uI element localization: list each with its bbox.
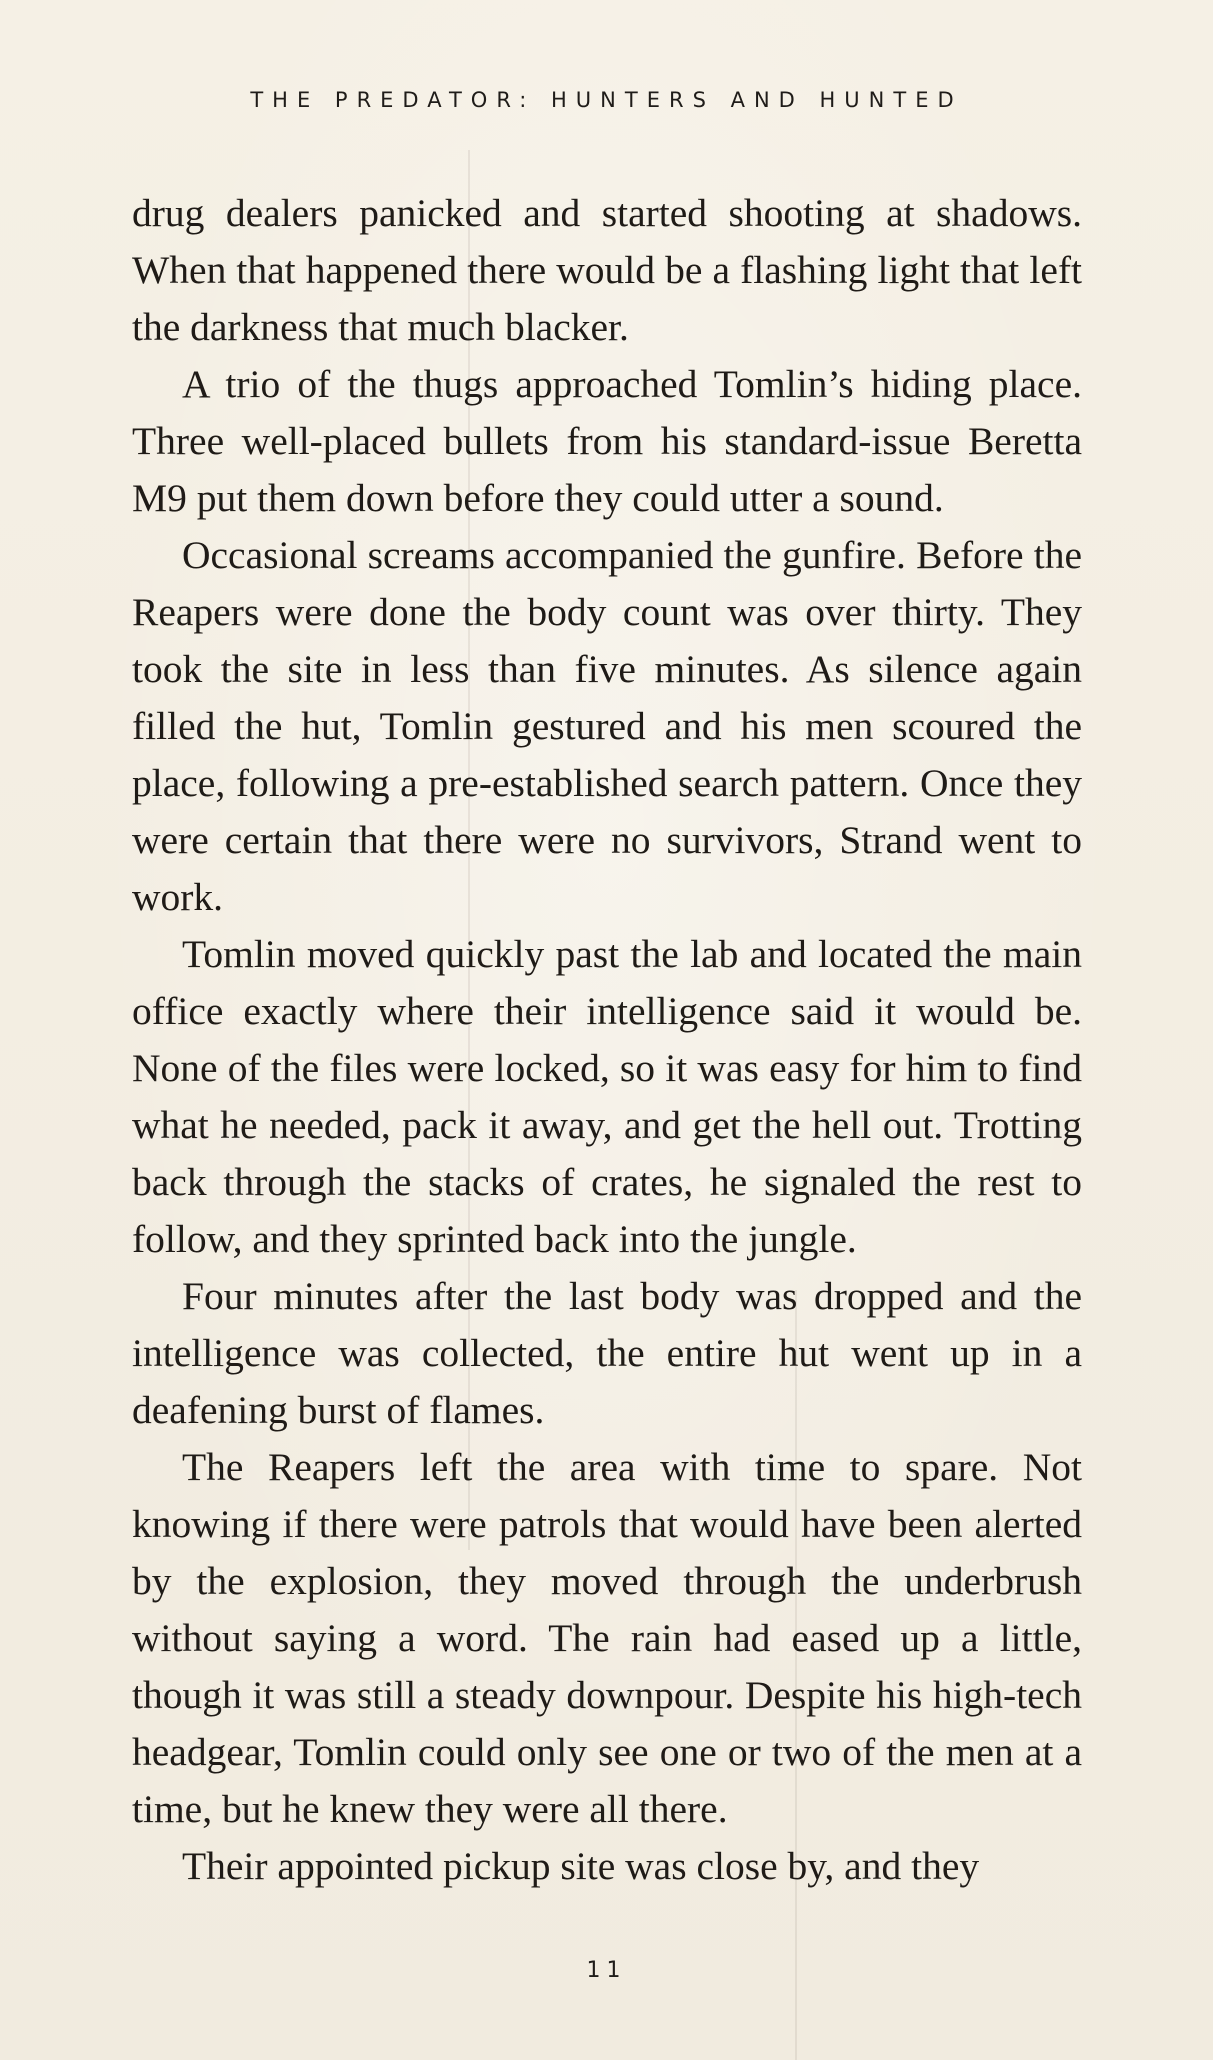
paragraph: Tomlin moved quickly past the lab and located the main office exactly where their intelligence said it would be. None of the files were locked, so it was easy for him to find what he needed, pack it away, and get the hell out. Trotting back through the stacks of crates, he signaled the rest to follow, and they sprinted back into the jungle. bbox=[132, 932, 1082, 1261]
paragraph: drug dealers panicked and started shooting at shadows. When that happened there would be a flashing light that left the darkness that much blacker. bbox=[132, 191, 1082, 349]
paragraph: Occasional screams accompanied the gunfire. Before the Reapers were done the body count was over thirty. They took the site in less than five minutes. As silence again filled the hut, Tomlin gestured and his men scoured the place, following a pre-established search pattern. Once they were certain that there were no survivors, Strand went to work. bbox=[132, 533, 1082, 919]
paragraph: The Reapers left the area with time to spare. Not knowing if there were patrols that would have been alerted by the explosion, they moved through the underbrush without saying a word. The rain had eased up a little, though it was still a steady downpour. Despite his high-tech headgear, Tomlin could only see one or two of the men at a time, but he knew they were all there. bbox=[132, 1445, 1082, 1831]
paragraph: Their appointed pickup site was close by, and they bbox=[182, 1844, 980, 1888]
running-head: THE PREDATOR: HUNTERS AND HUNTED bbox=[250, 88, 963, 112]
paragraph: A trio of the thugs approached Tomlin’s hiding place. Three well-placed bullets from his standard-issue Beretta M9 put them down before they could utter a sound. bbox=[132, 362, 1082, 520]
body-text bbox=[132, 185, 1082, 1895]
page-number: 11 bbox=[586, 1958, 627, 1983]
paragraph: Four minutes after the last body was dropped and the intelligence was collected, the entire hut went up in a deafening burst of flames. bbox=[132, 1274, 1082, 1432]
